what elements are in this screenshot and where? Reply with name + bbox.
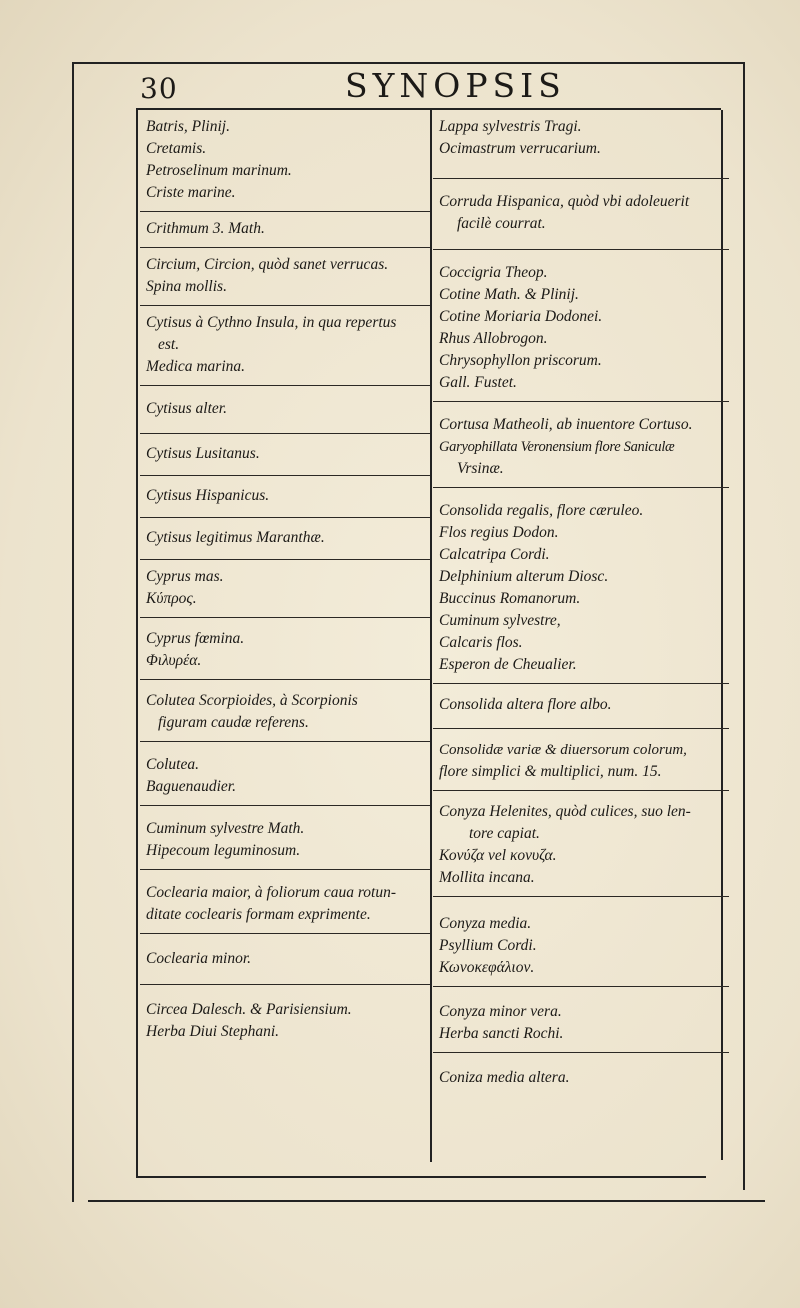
entry-cytisus-cythno: [140, 305, 430, 385]
entry-line: Consolida altera flore albo.: [439, 696, 612, 713]
page-number: 30: [140, 72, 178, 105]
header-rule: [136, 108, 721, 110]
table-bottom-rule: [136, 1176, 706, 1178]
entry-line: Cortusa Matheoli, ab inuentore Cortuso.: [439, 416, 693, 433]
entry-coclearia-minor: [140, 933, 430, 984]
entry-line: Spina mollis.: [146, 278, 227, 295]
entry-conyza-helenites: [433, 790, 729, 896]
entry-line: Mollita incana.: [439, 869, 535, 886]
entry-line: Ocimastrum verrucarium.: [439, 140, 601, 157]
entry-coccigria: [433, 249, 729, 401]
entry-line: Esperon de Cheualier.: [439, 656, 577, 673]
entry-line: Batris, Plinij.: [146, 118, 230, 135]
entry-line: Cytisus Lusitanus.: [146, 445, 260, 462]
entry-line: Cotine Math. & Plinij.: [439, 286, 579, 303]
entry-circea: [140, 984, 430, 1050]
table-left-rule: [136, 110, 138, 1176]
entry-line: Gall. Fustet.: [439, 374, 517, 391]
entry-cortusa: [433, 401, 729, 487]
entry-cytisus-legitimus: [140, 517, 430, 559]
entry-crithmum: [140, 211, 430, 247]
entry-line: Conyza Helenites, quòd culices, suo len-: [439, 803, 691, 820]
entry-line: Psyllium Cordi.: [439, 937, 537, 954]
entry-line: Φιλυρέα.: [146, 652, 202, 669]
entry-line: Κύπρος.: [146, 590, 197, 607]
entry-consolida-regalis: [433, 487, 729, 683]
entry-line: Coccigria Theop.: [439, 264, 548, 281]
entry-coclearia-maior: [140, 869, 430, 933]
entry-line: tore capiat.: [469, 825, 540, 842]
entry-coniza-media-altera: [433, 1052, 729, 1096]
entry-cytisus-alter: [140, 385, 430, 433]
entry-line: Cytisus legitimus Maranthæ.: [146, 529, 325, 546]
entry-line: Coniza media altera.: [439, 1069, 570, 1086]
entry-line: facilè courrat.: [457, 215, 546, 232]
entry-conyza-media: [433, 896, 729, 986]
left-border-rule: [72, 62, 74, 1202]
entry-line: Cuminum sylvestre,: [439, 612, 561, 629]
entry-line: Cretamis.: [146, 140, 207, 157]
entry-line: Conyza minor vera.: [439, 1003, 562, 1020]
left-column: [140, 112, 430, 1050]
entry-corruda: [433, 178, 729, 249]
right-column: [433, 112, 729, 1096]
entry-lappa: [433, 112, 729, 178]
entry-line: Baguenaudier.: [146, 778, 236, 795]
entry-circium: [140, 247, 430, 305]
entry-line: Κονύζα vel κονυζα.: [439, 847, 557, 864]
entry-line: Colutea Scorpioides, à Scorpionis: [146, 692, 358, 709]
entry-line: Coclearia minor.: [146, 950, 252, 967]
entry-consolidae-variae: [433, 728, 729, 790]
entry-batris: [140, 112, 430, 211]
entry-line: est.: [158, 336, 180, 353]
page-title: SYNOPSIS: [345, 66, 566, 105]
entry-line: Cotine Moriaria Dodonei.: [439, 308, 603, 325]
entry-colutea-scorpioides: [140, 679, 430, 741]
entry-line: Garyophillata Veronensium flore Saniculæ: [439, 439, 675, 455]
entry-line: Cyprus mas.: [146, 568, 224, 585]
entry-line: Medica marina.: [146, 358, 246, 375]
entry-line: Chrysophyllon priscorum.: [439, 352, 602, 369]
entry-line: Delphinium alterum Diosc.: [439, 568, 609, 585]
entry-line: Colutea.: [146, 756, 199, 773]
entry-line: figuram caudæ referens.: [158, 714, 309, 731]
entry-cyprus-mas: [140, 559, 430, 617]
entry-line: Consolidæ variæ & diuersorum colorum,: [439, 742, 687, 758]
entry-colutea: [140, 741, 430, 805]
entry-line: Circium, Circion, quòd sanet verrucas.: [146, 256, 389, 273]
entry-line: Flos regius Dodon.: [439, 524, 559, 541]
entry-line: Calcaris flos.: [439, 634, 523, 651]
entry-line: Conyza media.: [439, 915, 532, 932]
entry-line: Petroselinum marinum.: [146, 162, 292, 179]
entry-cytisus-hispanicus: [140, 475, 430, 517]
entry-line: Crithmum 3. Math.: [146, 220, 265, 237]
entry-cytisus-lusitanus: [140, 433, 430, 475]
entry-line: Vrsinæ.: [457, 460, 504, 477]
entry-cyprus-foemina: [140, 617, 430, 679]
entry-line: Herba sancti Rochi.: [439, 1025, 564, 1042]
entry-line: Criste marine.: [146, 184, 236, 201]
entry-line: Cytisus Hispanicus.: [146, 487, 270, 504]
entry-consolida-altera: [433, 683, 729, 728]
entry-line: Buccinus Romanorum.: [439, 590, 581, 607]
entry-line: Rhus Allobrogon.: [439, 330, 548, 347]
entry-line: Cyprus fœmina.: [146, 630, 245, 647]
entry-line: flore simplici & multiplici, num. 15.: [439, 763, 662, 780]
entry-line: Hipecoum leguminosum.: [146, 842, 301, 859]
entry-line: Coclearia maior, à foliorum caua rotun-: [146, 884, 397, 901]
entry-line: Cuminum sylvestre Math.: [146, 820, 305, 837]
entry-line: Consolida regalis, flore cæruleo.: [439, 502, 644, 519]
entry-line: Cytisus alter.: [146, 400, 227, 417]
entry-line: ditate coclearis formam exprimente.: [146, 906, 371, 923]
bottom-border-rule: [88, 1200, 765, 1202]
entry-line: Circea Dalesch. & Parisiensium.: [146, 1001, 352, 1018]
entry-line: Herba Diui Stephani.: [146, 1023, 280, 1040]
entry-line: Cytisus à Cythno Insula, in qua repertus: [146, 314, 397, 331]
top-border-rule: [72, 62, 745, 64]
entry-line: Calcatripa Cordi.: [439, 546, 550, 563]
entry-cuminum-sylvestre: [140, 805, 430, 869]
entry-line: Corruda Hispanica, quòd vbi adoleuerit: [439, 193, 690, 210]
entry-conyza-minor: [433, 986, 729, 1052]
right-border-rule: [743, 62, 745, 1190]
column-divider: [430, 110, 432, 1162]
entry-line: Κωνοκεφάλιον.: [439, 959, 535, 976]
entry-line: Lappa sylvestris Tragi.: [439, 118, 582, 135]
